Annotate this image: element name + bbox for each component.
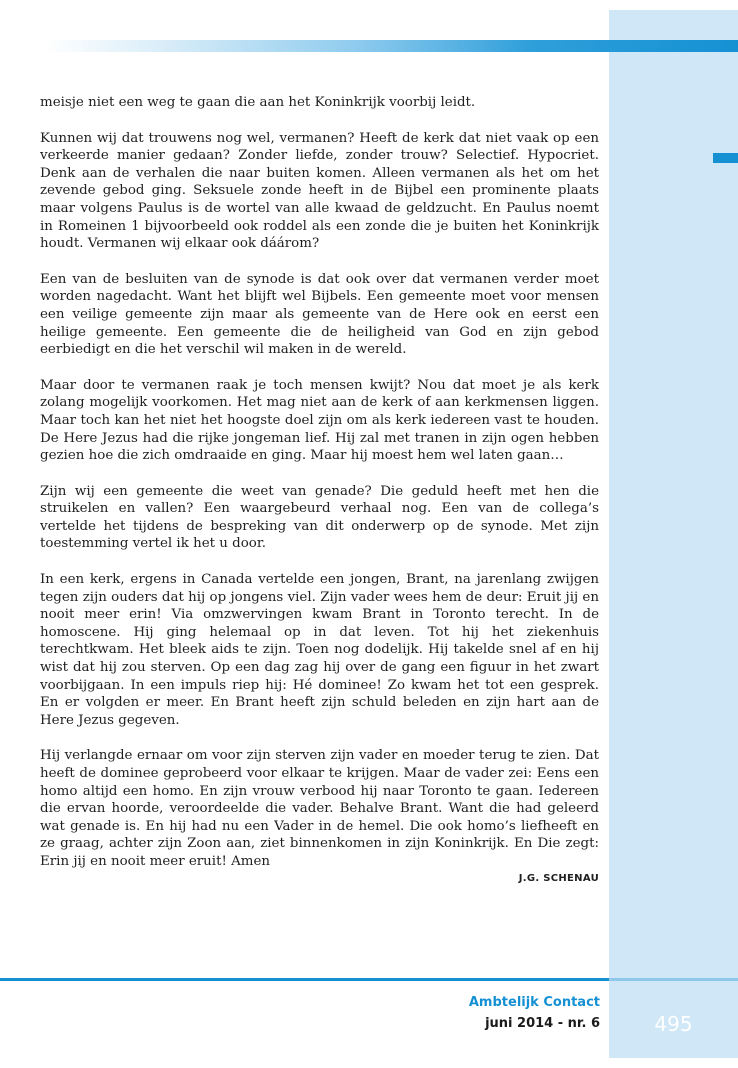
article-paragraph: In een kerk, ergens in Canada vertelde een jongen, Brant, na jarenlang zwijgen tegen zijn ouders dat hij op jongens viel. Zijn vader wees hem de deur: Eruit jij en nooit meer erin! Via omzwervingen kwam Brant in Toronto terecht. In de homoscene. Hij ging helemaal op in dat leven. Tot hij het ziekenhuis terechtkwam. Het bleek aids te zijn. Toen nog dodelijk. Hij takelde snel af en hij wist dat hij zou sterven. Op een dag zag hij over de gang een figuur in het zwart voorbijgaan. In een impuls riep hij: Hé dominee! Zo kwam het tot een gesprek. En er volgden er meer. En Brant heeft zijn schuld beleden en zijn hart aan de Here Jezus gegeven. [40, 572, 599, 728]
article-paragraph: meisje niet een weg te gaan die aan het Koninkrijk voorbij leidt. [40, 95, 476, 110]
article-author: J.G. SCHENAU [518, 873, 599, 884]
header-gradient-bar [45, 40, 738, 52]
article-body [40, 94, 599, 889]
article-paragraph: Kunnen wij dat trouwens nog wel, vermanen? Heeft de kerk dat niet vaak op een verkeerde manier gedaan? Zonder liefde, zonder trouw? Selectief. Hypocriet. Denk aan de verhalen die naar buiten komen. Alleen vermanen als het om het zevende gebod ging. Seksuele zonde heeft in de Bijbel een prominente plaats maar volgens Paulus is de wortel van alle kwaad de geldzucht. En Paulus noemt in Romeinen 1 bijvoorbeeld ook roddel als een zonde die je buiten het Koninkrijk houdt. Vermanen wij elkaar ook dáárom? [40, 130, 599, 252]
footer-divider [0, 978, 609, 981]
footer-divider-sidebar [609, 978, 738, 981]
article-paragraph: Hij verlangde ernaar om voor zijn sterven zijn vader en moeder terug te zien. Dat heeft de dominee geprobeerd voor elkaar te krijgen. Maar de vader zei: Eens een homo altijd een homo. En zijn vrouw verbood hij naar Toronto te gaan. Iedereen die ervan hoorde, veroordeelde die vader. Behalve Brant. Want die had geleerd wat genade is. En hij had nu een Vader in de hemel. Die ook homo’s liefheeft en ze graag, achter zijn Zoon aan, ziet binnenkomen in zijn Koninkrijk. En Die zegt: Erin jij en nooit meer eruit! Amen [40, 748, 599, 869]
page-number: 495 [654, 1012, 693, 1036]
sidebar-panel [609, 10, 738, 1058]
article-paragraph: Maar door te vermanen raak je toch mensen kwijt? Nou dat moet je als kerk zolang mogelijk voorkomen. Het mag niet aan de kerk of aan kerkmensen liggen. Maar toch kan het niet het hoogste doel zijn om als kerk iedereen vast te houden. De Here Jezus had die rijke jongeman lief. Hij zal met tranen in zijn ogen hebben gezien hoe die zich omdraaide en ging. Maar hij moest hem wel laten gaan… [40, 377, 599, 464]
article-paragraph: Een van de besluiten van de synode is dat ook over dat vermanen verder moet worden nagedacht. Want het blijft wel Bijbels. Een gemeente moet voor mensen een veilige gemeente zijn maar als gemeente van de Here ook en eerst een heilige gemeente. Een gemeente die de heiligheid van God en zijn gebod eerbiedigt en die het verschil wil maken in de wereld. [40, 271, 599, 358]
article-paragraph: Zijn wij een gemeente die weet van genade? Die geduld heeft met hen die struikelen en vallen? Een waargebeurd verhaal nog. Een van de collega’s vertelde het tijdens de bespreking van dit onderwerp op de synode. Met zijn toestemming vertel ik het u door. [40, 483, 599, 552]
sidebar-marker [713, 153, 738, 163]
magazine-issue: juni 2014 - nr. 6 [485, 1016, 600, 1031]
magazine-title: Ambtelijk Contact [468, 995, 600, 1010]
